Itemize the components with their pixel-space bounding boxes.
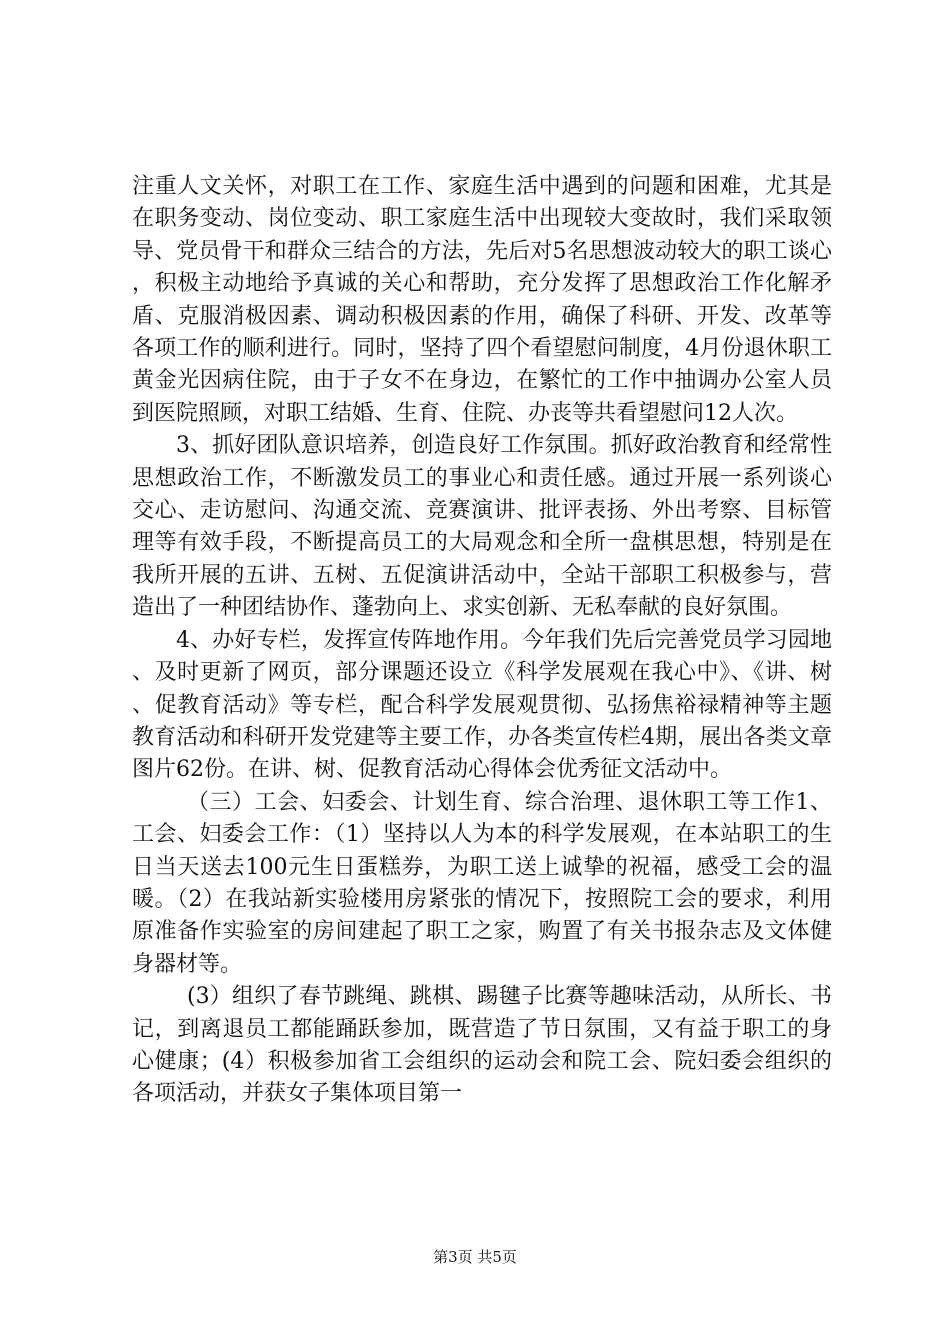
- paragraph-care: 注重人文关怀，对职工在工作、家庭生活中遇到的问题和困难，尤其是在职务变动、岗位变动、职工家庭生活中出现较大变故时，我们采取领导、党员骨干和群众三结合的方法，先后对5名思想波动较大的职工谈心，积极主动地给予真诚的关心和帮助，充分发挥了思想政治工作化解矛盾、克服消极因素、调动积极因素的作用，确保了科研、开发、改革等各项工作的顺利进行。同时，坚持了四个看望慰问制度，4月份退休职工黄金光因病住院，由于子女不在身边，在繁忙的工作中抽调办公室人员到医院照顾，对职工结婚、生育、住院、办丧等共看望慰问12人次。: [132, 174, 832, 426]
- paragraph-union-work: （三）工会、妇委会、计划生育、综合治理、退休职工等工作1、工会、妇委会工作：（1）坚持以人为本的科学发展观，在本站职工的生日当天送去100元生日蛋糕券，为职工送上诚挚的祝福，感受工会的温暖。（2）在我站新实验楼用房紧张的情况下，按照院工会的要求，利用原准备作实验室的房间建起了职工之家，购置了有关书报杂志及文体健身器材等。: [132, 789, 832, 977]
- page-number-footer: 第3页 共5页: [433, 1248, 517, 1266]
- paragraph-column: 4、办好专栏，发挥宣传阵地作用。今年我们先后完善党员学习园地、及时更新了网页，部分课题还设立《科学发展观在我心中》、《讲、树、促教育活动》等专栏，配合科学发展观贯彻、弘扬焦裕禄精神等主题教育活动和科研开发党建等主要工作，办各类宣传栏4期，展出各类文章图片62份。在讲、树、促教育活动心得体会优秀征文活动中。: [132, 627, 832, 783]
- document-body: [132, 171, 832, 1111]
- paragraph-team-spirit: 3、抓好团队意识培养，创造良好工作氛围。抓好政治教育和经常性思想政治工作，不断激发员工的事业心和责任感。通过开展一系列谈心交心、走访慰问、沟通交流、竞赛演讲、批评表扬、外出考察、目标管理等有效手段，不断提高员工的大局观念和全所一盘棋思想，特别是在我所开展的五讲、五树、五促演讲活动中，全站干部职工积极参与，营造出了一种团结协作、蓬勃向上、求实创新、无私奉献的良好氛围。: [132, 433, 832, 621]
- paragraph-activities: (3）组织了春节跳绳、跳棋、踢毽子比赛等趣味活动，从所长、书记，到离退员工都能踊跃参加，既营造了节日氛围，又有益于职工的身心健康；(4）积极参加省工会组织的运动会和院工会、院妇委会组织的各项活动，并获女子集体项目第一: [132, 984, 832, 1107]
